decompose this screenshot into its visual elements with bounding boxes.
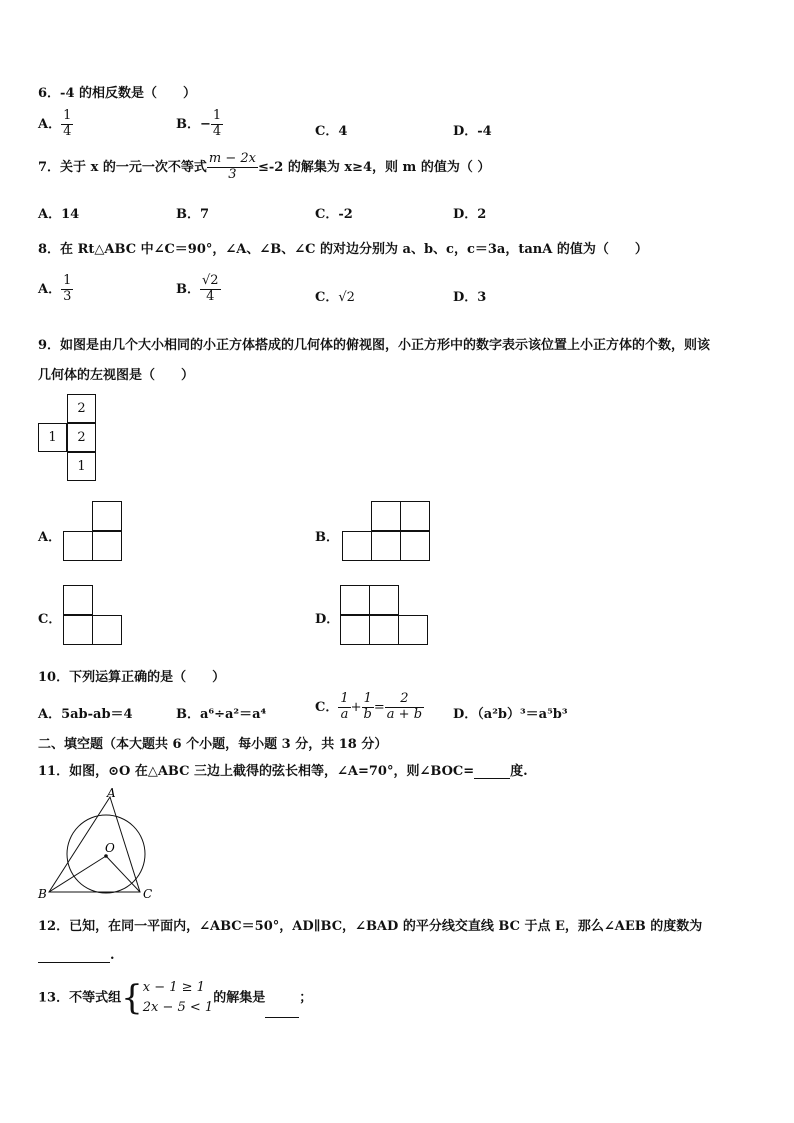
- q9-b-cube: [400, 531, 430, 561]
- q13-end: ；: [299, 990, 313, 1006]
- q9-grid-cell-left: 1: [38, 423, 67, 452]
- section2-title: 二、填空题（本大题共 6 个小题，每小题 3 分，共 18 分）: [38, 737, 388, 752]
- q8-option-d[interactable]: D．3: [453, 290, 487, 305]
- q9-option-b-label[interactable]: B．: [315, 530, 339, 545]
- q8-b-denominator: 4: [200, 289, 221, 305]
- q8-stem: 8．在 Rt△ABC 中∠C＝90°，∠A、∠B、∠C 的对边分别为 a、b、c，c＝3a，tanA 的值为（ ）: [38, 242, 648, 257]
- q6-option-b-label: B．−: [176, 116, 211, 132]
- q9-b-cube: [342, 531, 372, 561]
- q10-option-a[interactable]: A．5ab-ab＝4: [38, 707, 133, 722]
- q12-answer-line: [38, 948, 115, 963]
- q10-option-b[interactable]: B．a⁶÷a²＝a⁴: [176, 707, 267, 722]
- q9-d-cube: [340, 615, 370, 645]
- q10-option-c[interactable]: [315, 692, 424, 723]
- q8-option-a-label: A．: [38, 281, 62, 297]
- q10-c-f3-den: a + b: [386, 706, 423, 722]
- q8-option-c-label: C．: [315, 290, 339, 305]
- q8-option-b[interactable]: [176, 274, 221, 305]
- q10-c-f2-den: b: [363, 706, 372, 722]
- q12-end: .: [110, 948, 115, 963]
- q8-c-value: √2: [338, 290, 355, 305]
- q10-c-f1-num: 1: [340, 691, 349, 706]
- q11-label-c: C: [143, 887, 153, 901]
- q8-a-denominator: 3: [63, 288, 72, 304]
- q7-frac-denominator: 3: [207, 167, 258, 183]
- q13-system: [143, 978, 213, 1018]
- q9-grid-cell-center: 2: [67, 423, 96, 452]
- q6-stem: 6．-4 的相反数是（ ）: [38, 86, 197, 101]
- q9-option-d-label[interactable]: D．: [315, 612, 340, 627]
- q9-a-cube: [92, 501, 122, 531]
- q13-ineq1: x − 1 ≥ 1: [142, 980, 205, 995]
- q13-brace-icon: {: [121, 978, 143, 1018]
- q9-c-cube: [63, 615, 93, 645]
- q12-answer-blank[interactable]: [38, 962, 110, 963]
- q9-grid-cell-top: 2: [67, 394, 96, 423]
- q9-b-cube: [371, 531, 401, 561]
- q7-stem-post: ≤-2 的解集为 x≥4，则 m 的值为（ ）: [257, 159, 491, 175]
- q7-option-a[interactable]: A．14: [38, 207, 80, 222]
- q13-answer-blank[interactable]: [265, 1017, 299, 1018]
- q8-b-numerator: √2: [202, 273, 219, 288]
- q6-option-a[interactable]: [38, 109, 73, 140]
- q7-option-d[interactable]: D．2: [453, 207, 487, 222]
- q6-b-numerator: 1: [212, 108, 222, 123]
- q6-a-denominator: 4: [63, 123, 72, 139]
- q9-d-cube: [369, 585, 399, 615]
- q6-option-b[interactable]: [176, 109, 223, 140]
- q11-segment-oc: [106, 856, 140, 892]
- q9-stem-line1: 9．如图是由几个大小相同的小正方体搭成的几何体的俯视图，小正方形中的数字表示该位置上小正方体的个数，则该: [38, 338, 711, 353]
- q10-c-f1-den: a: [338, 707, 350, 723]
- q7-option-b[interactable]: B．7: [176, 207, 210, 222]
- q6-a-numerator: 1: [63, 108, 72, 123]
- q13-stem: [38, 978, 312, 1018]
- q9-option-a-label[interactable]: A．: [38, 530, 62, 545]
- q11-circle-triangle-figure: [34, 784, 164, 904]
- q9-grid-cell-bottom: 1: [67, 452, 96, 481]
- q6-option-a-label: A．: [38, 116, 62, 132]
- q9-c-cube: [92, 615, 122, 645]
- q9-b-cube: [400, 501, 430, 531]
- q9-stem-line2: 几何体的左视图是（ ）: [38, 368, 195, 383]
- q10-option-c-label: C．: [315, 699, 339, 715]
- q12-stem: 12．已知，在同一平面内，∠ABC＝50°，AD∥BC，∠BAD 的平分线交直线 BC 于点 E，那么∠AEB 的度数为: [38, 919, 703, 934]
- q10-option-d[interactable]: D．（a²b）³＝a⁵b³: [453, 707, 568, 722]
- q10-c-f3-num: 2: [400, 691, 409, 706]
- q13-stem-post: 的解集是: [213, 990, 266, 1006]
- q7-stem-pre: 7．关于 x 的一元一次不等式: [38, 159, 207, 175]
- q8-a-numerator: 1: [63, 273, 72, 288]
- q11-label-a: A: [107, 786, 116, 800]
- q8-option-a[interactable]: [38, 274, 73, 305]
- q10-c-f2-num: 1: [363, 691, 372, 706]
- q9-d-cube: [340, 585, 370, 615]
- q13-stem-pre: 13．不等式组: [38, 990, 122, 1006]
- q11-segment-ob: [49, 856, 106, 892]
- q8-option-c[interactable]: [315, 286, 355, 305]
- q9-b-cube: [371, 501, 401, 531]
- q11-answer-blank[interactable]: [474, 778, 510, 779]
- q8-option-b-label: B．: [176, 281, 200, 297]
- q9-d-cube: [398, 615, 428, 645]
- q7-option-c[interactable]: C．-2: [315, 207, 353, 222]
- q13-ineq2: 2x − 5 < 1: [142, 1000, 214, 1015]
- q9-c-cube: [63, 585, 93, 615]
- q11-stem-post: 度.: [510, 764, 528, 779]
- q10-stem: 10．下列运算正确的是（ ）: [38, 670, 226, 685]
- q10-c-plus: +: [350, 699, 362, 715]
- q9-d-cube: [369, 615, 399, 645]
- q10-c-eq: =: [373, 699, 385, 715]
- q6-option-c[interactable]: C．4: [315, 124, 348, 139]
- q11-label-b: B: [38, 887, 47, 901]
- q7-frac-numerator: m − 2x: [208, 151, 256, 166]
- q9-a-cube: [92, 531, 122, 561]
- q7-stem: [38, 152, 490, 183]
- q9-a-cube: [63, 531, 93, 561]
- q6-b-denominator: 4: [212, 123, 222, 139]
- q6-option-d[interactable]: D．-4: [453, 124, 492, 139]
- q9-option-c-label[interactable]: C．: [38, 612, 62, 627]
- q11-stem: [38, 760, 528, 779]
- q11-label-o: O: [105, 841, 115, 855]
- q11-stem-pre: 11．如图，⊙O 在△ABC 三边上截得的弦长相等，∠A=70°，则∠BOC=: [38, 764, 475, 779]
